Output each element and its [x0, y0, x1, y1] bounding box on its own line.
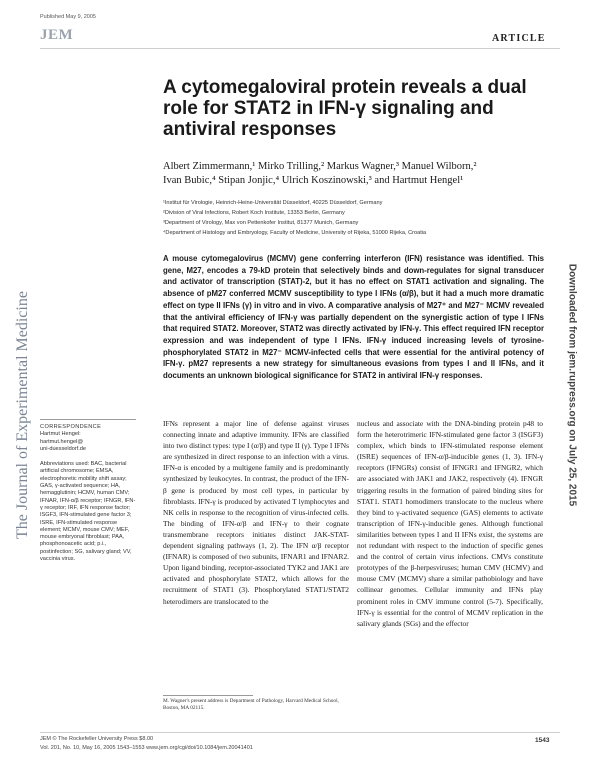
article-title: A cytomegaloviral protein reveals a dual role for STAT2 in IFN-γ signaling and antiviral responses — [163, 77, 527, 140]
side-download-note: Downloaded from jem.rupress.org on July 25, 2015 — [566, 263, 578, 507]
author-line: Ivan Bubic,⁴ Stipan Jonjic,⁴ Ulrich Koszinowski,³ and Hartmut Hengel¹ — [163, 174, 464, 186]
abbreviations: Abbreviations used: BAC, bacterial artificial chromosome; EMSA, electrophoretic mobility shift assay; GAS, γ-activated sequence; HA, hemagglutinin; HCMV, human CMV; IFNAR, IFN-α/β receptor; IFNGR, IFN-γ receptor; IRF, IFN response factor; ISGF3, IFN-stimulated gene factor 3; ISRE, IFN-stimulated response element; MCMV, mouse CMV; MEF, mouse embryonal fibroblast; PAA, phosphonoacetic acid; p.i., postinfection; SG, salivary gland; VV, vaccinia virus. — [40, 461, 136, 563]
footer-divider — [40, 732, 560, 733]
body-column-1: IFNs represent a major line of defense against viruses connecting innate and adaptive immunity. IFNs are classified into two distinct types: type I (α/β) and type II (γ). Type I IFNs are synthesized in direct response to an infection with a virus. IFN-α is encoded by a multigene family and is predominantly synthesized by leukocytes. In contrast, the product of the IFN-β gene is produced by most cell types, in particular by fibroblasts. IFN-γ is produced by activated T lymphocytes and NK cells in response to the recognition of virus-infected cells. The binding of IFN-α/β and IFN-γ to their cognate transmembrane receptors initiates distinct JAK-STAT-dependent signaling pathways (1, 2). The IFN α/β receptor (IFNAR) is composed of two subunits, IFNAR1 and IFNAR2. Upon ligand binding, receptor-associated TYK2 and JAK1 are activated and phosphorylate STAT2, which allows for the recruitment of STAT1 (3). Phosphorylated STAT1/STAT2 heterodimers are translocated to the — [163, 419, 349, 606]
published-date: Published May 9, 2005 — [40, 14, 96, 20]
journal-logo: JEM — [40, 27, 74, 43]
affiliation: ³Department of Virology, Max von Pettenkofer Institut, 81377 Munich, Germany — [163, 220, 359, 226]
affiliation: ¹Institut für Virologie, Heinrich-Heine-Universität Düsseldorf, 40225 Düsseldorf, Germany — [163, 200, 383, 206]
margin-notes — [40, 419, 136, 563]
author-list — [163, 160, 563, 187]
affiliation: ²Division of Viral Infections, Robert Koch Institute, 13353 Berlin, Germany — [163, 210, 345, 216]
correspondence-email[interactable]: uni-duesseldorf.de — [40, 445, 87, 452]
affiliation: ⁴Department of Histology and Embryology, Faculty of Medicine, University of Rijeka, 51000 Rijeka, Croatia — [163, 230, 427, 236]
body-column-2: nucleus and associate with the DNA-binding protein p48 to form the heterotrimeric IFN-stimulated gene factor 3 (ISGF3) complex, which binds to IFN-stimulated response element (ISRE) sequences of IFN-α/β-inducible genes (1, 3). IFN-γ receptors (IFNGRs) consist of IFNGR1 and IFNGR2, which are associated with JAK1 and JAK2, respectively (4). IFNGR triggering results in the formation of paired binding sites for STAT1. STAT1 homodimers translocate to the nucleus where they bind to γ-activated sequence (GAS) elements to activate transcription of IFN-γ-inducible genes. Although functional similarities between types I and II IFNs exist, the systems are not redundant with respect to the induction of specific genes and the control of certain virus infections. CMVs constitute prototypes of the β-herpesviruses; human CMV (HCMV) and mouse CMV (MCMV) share a similar pathobiology and have collinear genomes. Cellular immunity and IFNs play prominent roles in CMV immune control (5-7). Specifically, IFN-γ is essential for the control of MCMV replication in the salivary glands (SGs) and the effector — [357, 419, 543, 628]
page-number: 1543 — [535, 737, 550, 744]
abstract: A mouse cytomegalovirus (MCMV) gene conferring interferon (IFN) resistance was identified. This gene, M27, encodes a 79-kD protein that selectively binds and down-regulates for signal transducer and activator of transcription (STAT)-2, but it has no effect on STAT1 activation and signaling. The absence of pM27 conferred MCMV susceptibility to type I IFNs (α/β), but it had a much more dramatic effect on type II IFNs (γ) in vitro and in vivo. A comparative analysis of M27⁺ and M27⁻ MCMV revealed that the antiviral efficiency of IFN-γ was partially dependent on the synergistic action of type I IFNs that required STAT2. Moreover, STAT2 was directly activated by IFN-γ. This effect required IFN receptor expression and was independent of type I IFNs. IFN-γ induced increasing levels of tyrosine-phosphorylated STAT2 in M27⁻ MCMV-infected cells that were essential for the antiviral potency of IFN-γ. pM27 represents a new strategy for simultaneous evasions from types I and II IFNs, and it documents an unknown biological significance for STAT2 in antiviral IFN-γ responses. — [163, 254, 544, 381]
side-journal-name: The Journal of Experimental Medicine — [14, 291, 31, 539]
footer-citation: Vol. 201, No. 10, May 16, 2005 1543–1553 www.jem.org/cgi/doi/10.1084/jem.20041401 — [40, 745, 253, 751]
author-line: Albert Zimmermann,¹ Mirko Trilling,² Markus Wagner,³ Manuel Wilborn,² — [163, 161, 477, 172]
margin-rule — [40, 419, 136, 420]
section-label: ARTICLE — [492, 33, 546, 44]
correspondence-line: Hartmut Hengel: — [40, 431, 81, 438]
header-divider — [40, 48, 560, 49]
footnote-divider — [163, 695, 253, 696]
footnote: M. Wagner's present address is Department of Pathology, Harvard Medical School, Boston, MA 02115. — [163, 698, 339, 711]
correspondence-label: CORRESPONDENCE — [40, 424, 102, 430]
footer-publisher: JEM © The Rockefeller University Press $8.00 — [40, 736, 154, 742]
correspondence-email[interactable]: hartmut.hengel@ — [40, 438, 83, 445]
